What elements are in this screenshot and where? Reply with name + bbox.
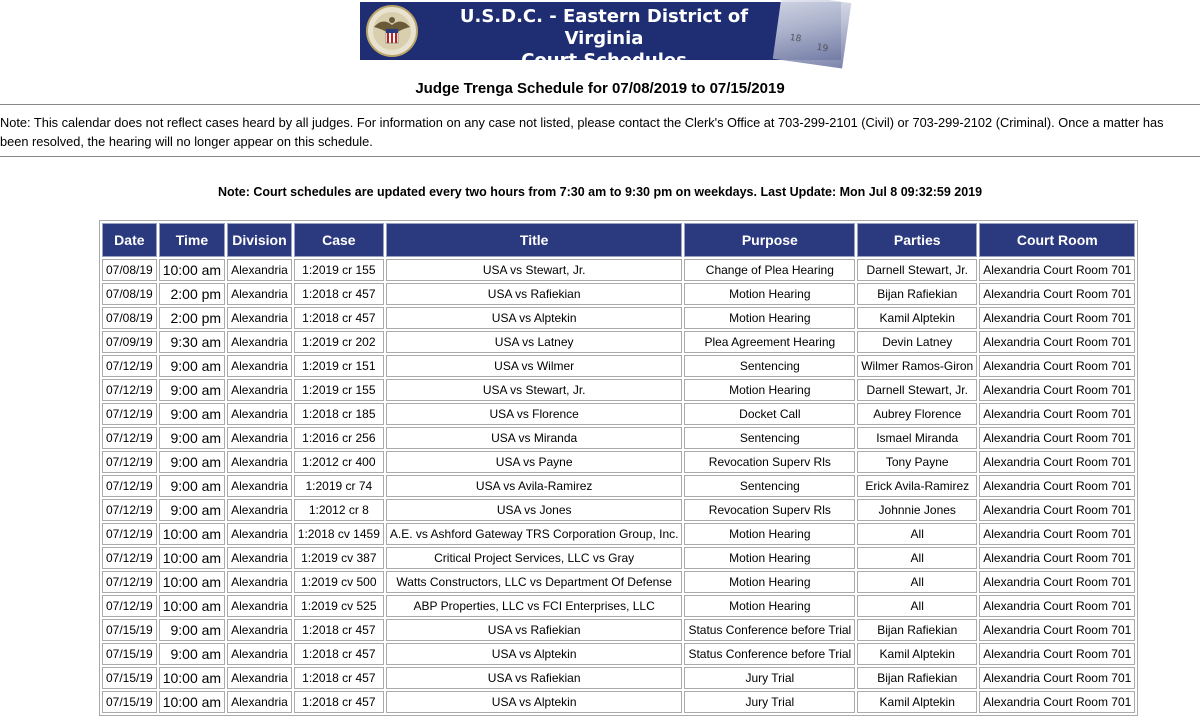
cell-purpose: Sentencing — [684, 427, 855, 449]
cell-time: 2:00 pm — [159, 283, 225, 305]
cell-date: 07/15/19 — [102, 667, 157, 689]
cell-parties: All — [857, 571, 977, 593]
table-body — [102, 259, 1135, 713]
cell-case: 1:2016 cr 256 — [294, 427, 384, 449]
cell-date: 07/15/19 — [102, 643, 157, 665]
cell-court-room: Alexandria Court Room 701 — [979, 691, 1135, 713]
cell-purpose: Motion Hearing — [684, 547, 855, 569]
column-header-purpose: Purpose — [684, 223, 855, 257]
cell-parties: All — [857, 595, 977, 617]
cell-title: USA vs Payne — [386, 451, 683, 473]
cell-date: 07/12/19 — [102, 427, 157, 449]
table-row — [102, 403, 1135, 425]
cell-court-room: Alexandria Court Room 701 — [979, 427, 1135, 449]
cell-division: Alexandria — [227, 259, 292, 281]
cell-date: 07/08/19 — [102, 259, 157, 281]
cell-parties: Kamil Alptekin — [857, 307, 977, 329]
cell-parties: Bijan Rafiekian — [857, 283, 977, 305]
cell-purpose: Revocation Superv Rls — [684, 499, 855, 521]
table-row — [102, 571, 1135, 593]
cell-time: 9:00 am — [159, 379, 225, 401]
page-title: Judge Trenga Schedule for 07/08/2019 to 07/15/2019 — [415, 80, 785, 97]
column-header-time: Time — [159, 223, 225, 257]
cell-case: 1:2019 cv 387 — [294, 547, 384, 569]
table-row — [102, 523, 1135, 545]
cell-purpose: Plea Agreement Hearing — [684, 331, 855, 353]
cell-time: 9:00 am — [159, 403, 225, 425]
cell-division: Alexandria — [227, 643, 292, 665]
cell-purpose: Change of Plea Hearing — [684, 259, 855, 281]
cell-title: USA vs Alptekin — [386, 691, 683, 713]
cell-parties: Kamil Alptekin — [857, 691, 977, 713]
column-header-date: Date — [102, 223, 157, 257]
cell-division: Alexandria — [227, 427, 292, 449]
cell-case: 1:2012 cr 8 — [294, 499, 384, 521]
table-header-row — [102, 223, 1135, 257]
table-row — [102, 691, 1135, 713]
cell-title: USA vs Rafiekian — [386, 667, 683, 689]
cell-date: 07/12/19 — [102, 595, 157, 617]
cell-title: USA vs Alptekin — [386, 307, 683, 329]
cell-division: Alexandria — [227, 667, 292, 689]
cell-purpose: Jury Trial — [684, 667, 855, 689]
cell-title: USA vs Rafiekian — [386, 619, 683, 641]
cell-purpose: Sentencing — [684, 355, 855, 377]
cell-date: 07/12/19 — [102, 523, 157, 545]
cell-time: 9:00 am — [159, 475, 225, 497]
cell-purpose: Status Conference before Trial — [684, 643, 855, 665]
cell-parties: Bijan Rafiekian — [857, 619, 977, 641]
cell-purpose: Motion Hearing — [684, 283, 855, 305]
cell-time: 10:00 am — [159, 571, 225, 593]
cell-parties: Ismael Miranda — [857, 427, 977, 449]
column-header-division: Division — [227, 223, 292, 257]
cell-court-room: Alexandria Court Room 701 — [979, 499, 1135, 521]
cell-parties: Devin Latney — [857, 331, 977, 353]
cell-date: 07/09/19 — [102, 331, 157, 353]
cell-court-room: Alexandria Court Room 701 — [979, 571, 1135, 593]
table-row — [102, 547, 1135, 569]
cell-date: 07/12/19 — [102, 547, 157, 569]
cell-court-room: Alexandria Court Room 701 — [979, 331, 1135, 353]
court-seal-icon — [366, 5, 418, 57]
cell-parties: All — [857, 523, 977, 545]
cell-purpose: Status Conference before Trial — [684, 619, 855, 641]
column-header-case: Case — [294, 223, 384, 257]
schedule-table — [99, 220, 1138, 716]
cell-case: 1:2019 cv 500 — [294, 571, 384, 593]
cell-case: 1:2019 cr 151 — [294, 355, 384, 377]
cell-parties: Johnnie Jones — [857, 499, 977, 521]
cell-purpose: Motion Hearing — [684, 595, 855, 617]
cell-case: 1:2018 cr 457 — [294, 691, 384, 713]
cell-division: Alexandria — [227, 499, 292, 521]
cell-division: Alexandria — [227, 595, 292, 617]
table-row — [102, 499, 1135, 521]
cell-time: 9:00 am — [159, 427, 225, 449]
column-header-parties: Parties — [857, 223, 977, 257]
table-row — [102, 475, 1135, 497]
cell-division: Alexandria — [227, 307, 292, 329]
table-row — [102, 667, 1135, 689]
cell-division: Alexandria — [227, 619, 292, 641]
cell-title: USA vs Alptekin — [386, 643, 683, 665]
cell-title: USA vs Miranda — [386, 427, 683, 449]
cell-date: 07/12/19 — [102, 571, 157, 593]
table-row — [102, 355, 1135, 377]
cell-court-room: Alexandria Court Room 701 — [979, 307, 1135, 329]
cell-division: Alexandria — [227, 691, 292, 713]
cell-division: Alexandria — [227, 523, 292, 545]
cell-purpose: Docket Call — [684, 403, 855, 425]
cell-case: 1:2018 cr 457 — [294, 307, 384, 329]
update-note: Note: Court schedules are updated every two hours from 7:30 am to 9:30 pm on weekdays. Last Update: Mon Jul 8 09:32:59 2019 — [217, 185, 983, 199]
cell-time: 9:00 am — [159, 619, 225, 641]
cell-date: 07/12/19 — [102, 475, 157, 497]
cell-title: USA vs Stewart, Jr. — [386, 259, 683, 281]
cell-purpose: Sentencing — [684, 475, 855, 497]
cell-date: 07/12/19 — [102, 355, 157, 377]
cell-case: 1:2018 cr 457 — [294, 619, 384, 641]
calendar-graphic: 18 19 — [773, 0, 852, 69]
cell-date: 07/12/19 — [102, 499, 157, 521]
cell-division: Alexandria — [227, 403, 292, 425]
cell-parties: Kamil Alptekin — [857, 643, 977, 665]
cell-title: Critical Project Services, LLC vs Gray — [386, 547, 683, 569]
cell-court-room: Alexandria Court Room 701 — [979, 643, 1135, 665]
cell-division: Alexandria — [227, 379, 292, 401]
cell-time: 9:00 am — [159, 451, 225, 473]
table-row — [102, 331, 1135, 353]
cell-court-room: Alexandria Court Room 701 — [979, 475, 1135, 497]
header-banner — [360, 2, 841, 71]
cell-purpose: Jury Trial — [684, 691, 855, 713]
cell-case: 1:2018 cr 457 — [294, 643, 384, 665]
cell-title: USA vs Latney — [386, 331, 683, 353]
cell-title: USA vs Stewart, Jr. — [386, 379, 683, 401]
cell-time: 10:00 am — [159, 595, 225, 617]
cell-purpose: Motion Hearing — [684, 307, 855, 329]
cell-division: Alexandria — [227, 547, 292, 569]
table-row — [102, 595, 1135, 617]
cell-time: 10:00 am — [159, 523, 225, 545]
cell-title: USA vs Avila-Ramirez — [386, 475, 683, 497]
cell-division: Alexandria — [227, 475, 292, 497]
cell-time: 10:00 am — [159, 667, 225, 689]
cell-court-room: Alexandria Court Room 701 — [979, 523, 1135, 545]
cell-court-room: Alexandria Court Room 701 — [979, 619, 1135, 641]
cell-parties: Darnell Stewart, Jr. — [857, 379, 977, 401]
cell-title: USA vs Rafiekian — [386, 283, 683, 305]
cell-case: 1:2019 cr 155 — [294, 379, 384, 401]
info-note: Note: This calendar does not reflect cases heard by all judges. For information on any case not listed, please contact the Clerk's Office at 703-299-2101 (Civil) or 703-299-2102 (Criminal). Once a matter has been resolved, the hearing will no longer appear on this schedule. — [0, 115, 1164, 149]
table-row — [102, 643, 1135, 665]
table-row — [102, 427, 1135, 449]
cell-date: 07/15/19 — [102, 619, 157, 641]
cell-purpose: Revocation Superv Rls — [684, 451, 855, 473]
banner-line-1: U.S.D.C. - Eastern District of Virginia — [459, 6, 749, 49]
cell-title: Watts Constructors, LLC vs Department Of Defense — [386, 571, 683, 593]
cell-parties: Wilmer Ramos-Giron — [857, 355, 977, 377]
cell-case: 1:2018 cr 457 — [294, 283, 384, 305]
cell-court-room: Alexandria Court Room 701 — [979, 547, 1135, 569]
cell-title: ABP Properties, LLC vs FCI Enterprises, LLC — [386, 595, 683, 617]
cell-title: USA vs Florence — [386, 403, 683, 425]
cell-case: 1:2019 cr 155 — [294, 259, 384, 281]
cell-time: 10:00 am — [159, 547, 225, 569]
cell-title: A.E. vs Ashford Gateway TRS Corporation Group, Inc. — [386, 523, 683, 545]
cell-division: Alexandria — [227, 283, 292, 305]
cell-division: Alexandria — [227, 331, 292, 353]
cell-case: 1:2018 cr 185 — [294, 403, 384, 425]
table-row — [102, 379, 1135, 401]
cell-court-room: Alexandria Court Room 701 — [979, 355, 1135, 377]
column-header-title: Title — [386, 223, 683, 257]
table-row — [102, 451, 1135, 473]
cell-time: 9:30 am — [159, 331, 225, 353]
cell-purpose: Motion Hearing — [684, 379, 855, 401]
table-row — [102, 307, 1135, 329]
cell-title: USA vs Wilmer — [386, 355, 683, 377]
cell-time: 9:00 am — [159, 355, 225, 377]
cell-parties: Tony Payne — [857, 451, 977, 473]
cell-case: 1:2019 cv 525 — [294, 595, 384, 617]
cell-case: 1:2019 cr 202 — [294, 331, 384, 353]
cell-parties: All — [857, 547, 977, 569]
divider-bottom — [0, 156, 1200, 157]
cell-time: 9:00 am — [159, 643, 225, 665]
cell-court-room: Alexandria Court Room 701 — [979, 667, 1135, 689]
table-row — [102, 259, 1135, 281]
divider-top — [0, 104, 1200, 105]
cell-case: 1:2018 cr 457 — [294, 667, 384, 689]
cell-parties: Aubrey Florence — [857, 403, 977, 425]
cell-division: Alexandria — [227, 571, 292, 593]
cell-case: 1:2018 cv 1459 — [294, 523, 384, 545]
table-row — [102, 619, 1135, 641]
cell-court-room: Alexandria Court Room 701 — [979, 283, 1135, 305]
cell-date: 07/15/19 — [102, 691, 157, 713]
cell-time: 2:00 pm — [159, 307, 225, 329]
cell-title: USA vs Jones — [386, 499, 683, 521]
cell-case: 1:2012 cr 400 — [294, 451, 384, 473]
cell-parties: Bijan Rafiekian — [857, 667, 977, 689]
column-header-court-room: Court Room — [979, 223, 1135, 257]
cell-date: 07/12/19 — [102, 379, 157, 401]
cell-court-room: Alexandria Court Room 701 — [979, 403, 1135, 425]
cell-court-room: Alexandria Court Room 701 — [979, 259, 1135, 281]
cell-parties: Erick Avila-Ramirez — [857, 475, 977, 497]
cell-court-room: Alexandria Court Room 701 — [979, 451, 1135, 473]
cell-division: Alexandria — [227, 451, 292, 473]
cell-time: 10:00 am — [159, 691, 225, 713]
cell-date: 07/08/19 — [102, 307, 157, 329]
cell-division: Alexandria — [227, 355, 292, 377]
cell-parties: Darnell Stewart, Jr. — [857, 259, 977, 281]
cell-time: 10:00 am — [159, 259, 225, 281]
cell-date: 07/08/19 — [102, 283, 157, 305]
banner-title — [424, 6, 784, 72]
cell-court-room: Alexandria Court Room 701 — [979, 379, 1135, 401]
cell-purpose: Motion Hearing — [684, 523, 855, 545]
cell-court-room: Alexandria Court Room 701 — [979, 595, 1135, 617]
table-row — [102, 283, 1135, 305]
cell-time: 9:00 am — [159, 499, 225, 521]
cell-case: 1:2019 cr 74 — [294, 475, 384, 497]
banner-line-2: Court Schedules — [521, 50, 687, 71]
cell-date: 07/12/19 — [102, 451, 157, 473]
cell-date: 07/12/19 — [102, 403, 157, 425]
cell-purpose: Motion Hearing — [684, 571, 855, 593]
